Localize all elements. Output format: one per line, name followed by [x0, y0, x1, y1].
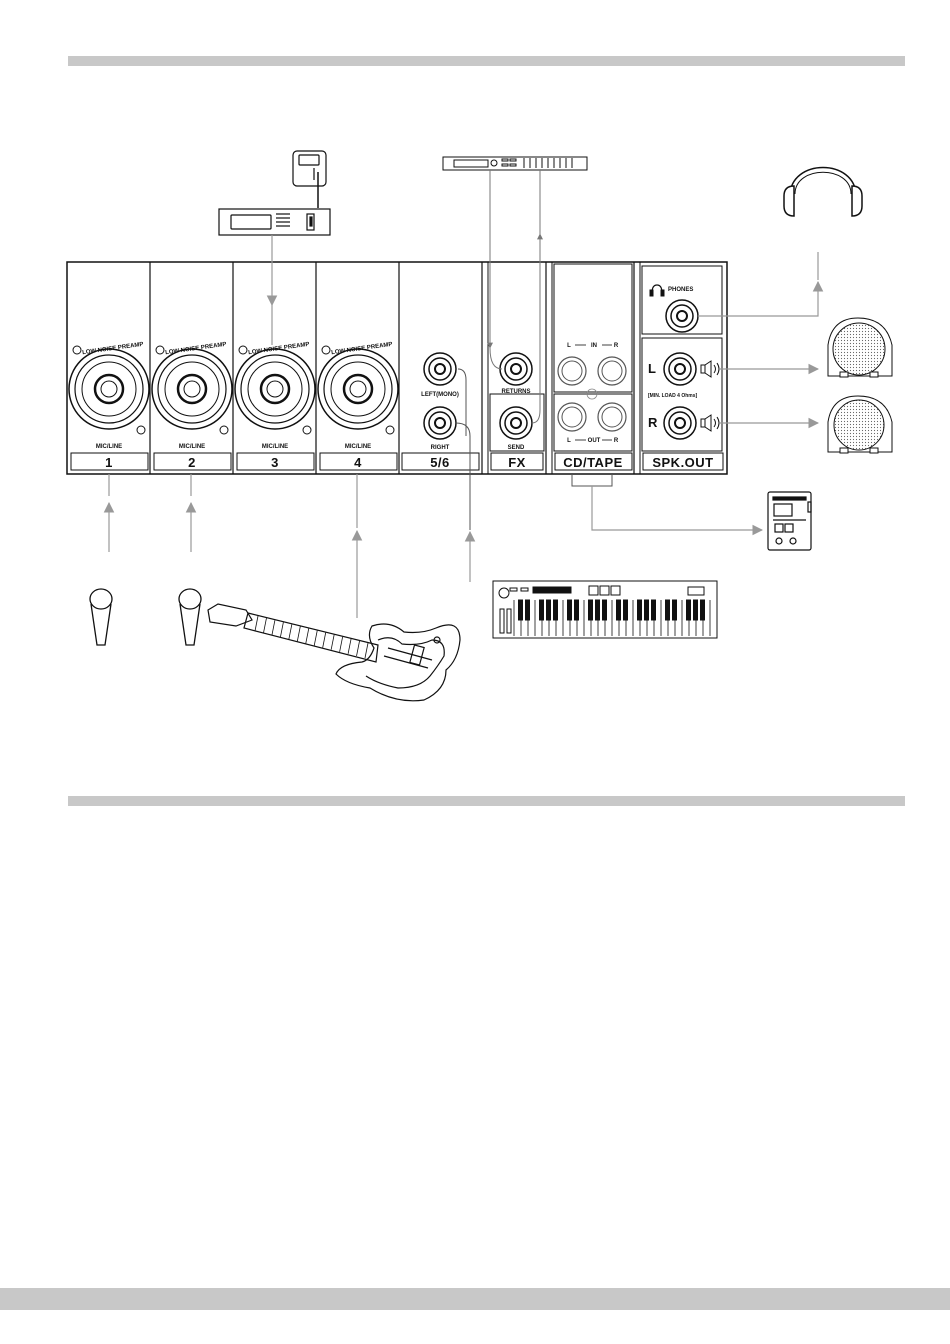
speaker-right-icon: [828, 396, 892, 453]
cd-out-right-rca[interactable]: [598, 403, 626, 431]
cd-tape-section-label: CD/TAPE: [563, 455, 623, 470]
speaker-symbol-icons: [701, 361, 719, 431]
cd-out-left-rca[interactable]: [558, 403, 586, 431]
speaker-left-icon: [828, 318, 892, 377]
phones-mini-icon: [650, 285, 664, 296]
microphone-1-icon: [90, 589, 112, 645]
cd-in-right-rca[interactable]: [598, 357, 626, 385]
ch1-preamp-label: LOW NOISE PREAMP: [81, 341, 144, 357]
cd-in-left-rca[interactable]: [558, 357, 586, 385]
ch1-mic-line-label: MIC/LINE: [95, 444, 123, 450]
combo-jack-2[interactable]: [152, 346, 232, 434]
cd-in-label: IN: [591, 343, 597, 349]
ch2-mic-line-label: MIC/LINE: [178, 444, 206, 450]
phones-label: PHONES: [668, 287, 694, 293]
spk-l-label: L: [648, 361, 657, 376]
combo-jack-4[interactable]: [318, 346, 398, 434]
ch4-number-label: 4: [354, 455, 362, 470]
cd-out-label: OUT: [587, 438, 601, 444]
combo-jack-1[interactable]: [69, 346, 149, 434]
send-label: SEND: [507, 445, 525, 451]
cd-out-l-label: L: [567, 438, 571, 444]
phones-jack[interactable]: [666, 300, 698, 332]
stereo-right-jack[interactable]: [424, 407, 456, 439]
effects-processor-icon: [443, 157, 587, 170]
ch3-mic-line-label: MIC/LINE: [261, 444, 289, 450]
fx-returns-jack[interactable]: [500, 353, 532, 385]
returns-label: RETURNS: [501, 389, 531, 395]
cd-in-r-label: R: [613, 343, 619, 349]
ch1-number-label: 1: [105, 455, 113, 470]
wireless-receiver-icon: [219, 209, 330, 235]
speaker-out-right-jack[interactable]: [664, 407, 696, 439]
combo-jack-3[interactable]: [235, 346, 315, 434]
ch2-preamp-label: LOW NOISE PREAMP: [164, 341, 227, 357]
spk-r-label: R: [648, 415, 658, 430]
spk-out-section-label: SPK.OUT: [652, 455, 714, 470]
recorder-icon: [768, 492, 811, 550]
right-label: RIGHT: [430, 445, 450, 451]
fx-send-jack[interactable]: [500, 407, 532, 439]
electric-guitar-icon: [208, 604, 460, 701]
left-mono-label: LEFT(MONO): [421, 392, 459, 398]
fx-section-label: FX: [508, 455, 526, 470]
connection-arrows: [109, 170, 818, 618]
ch4-mic-line-label: MIC/LINE: [344, 444, 372, 450]
ch2-number-label: 2: [188, 455, 196, 470]
keyboard-synth-icon: [493, 581, 717, 638]
ch4-preamp-label: LOW NOISE PREAMP: [330, 341, 393, 357]
min-load-label: [MIN. LOAD 4 Ohms]: [648, 393, 698, 399]
headphones-icon: [784, 168, 862, 217]
ch3-number-label: 3: [271, 455, 279, 470]
stereo-channel-label: 5/6: [430, 455, 450, 470]
ch3-preamp-label: LOW NOISE PREAMP: [247, 341, 310, 357]
cd-out-r-label: R: [613, 438, 619, 444]
cd-in-l-label: L: [567, 343, 571, 349]
stereo-left-jack[interactable]: [424, 353, 456, 385]
speaker-out-left-jack[interactable]: [664, 353, 696, 385]
wireless-bodypack-icon: [293, 151, 326, 208]
microphone-2-icon: [179, 589, 201, 645]
